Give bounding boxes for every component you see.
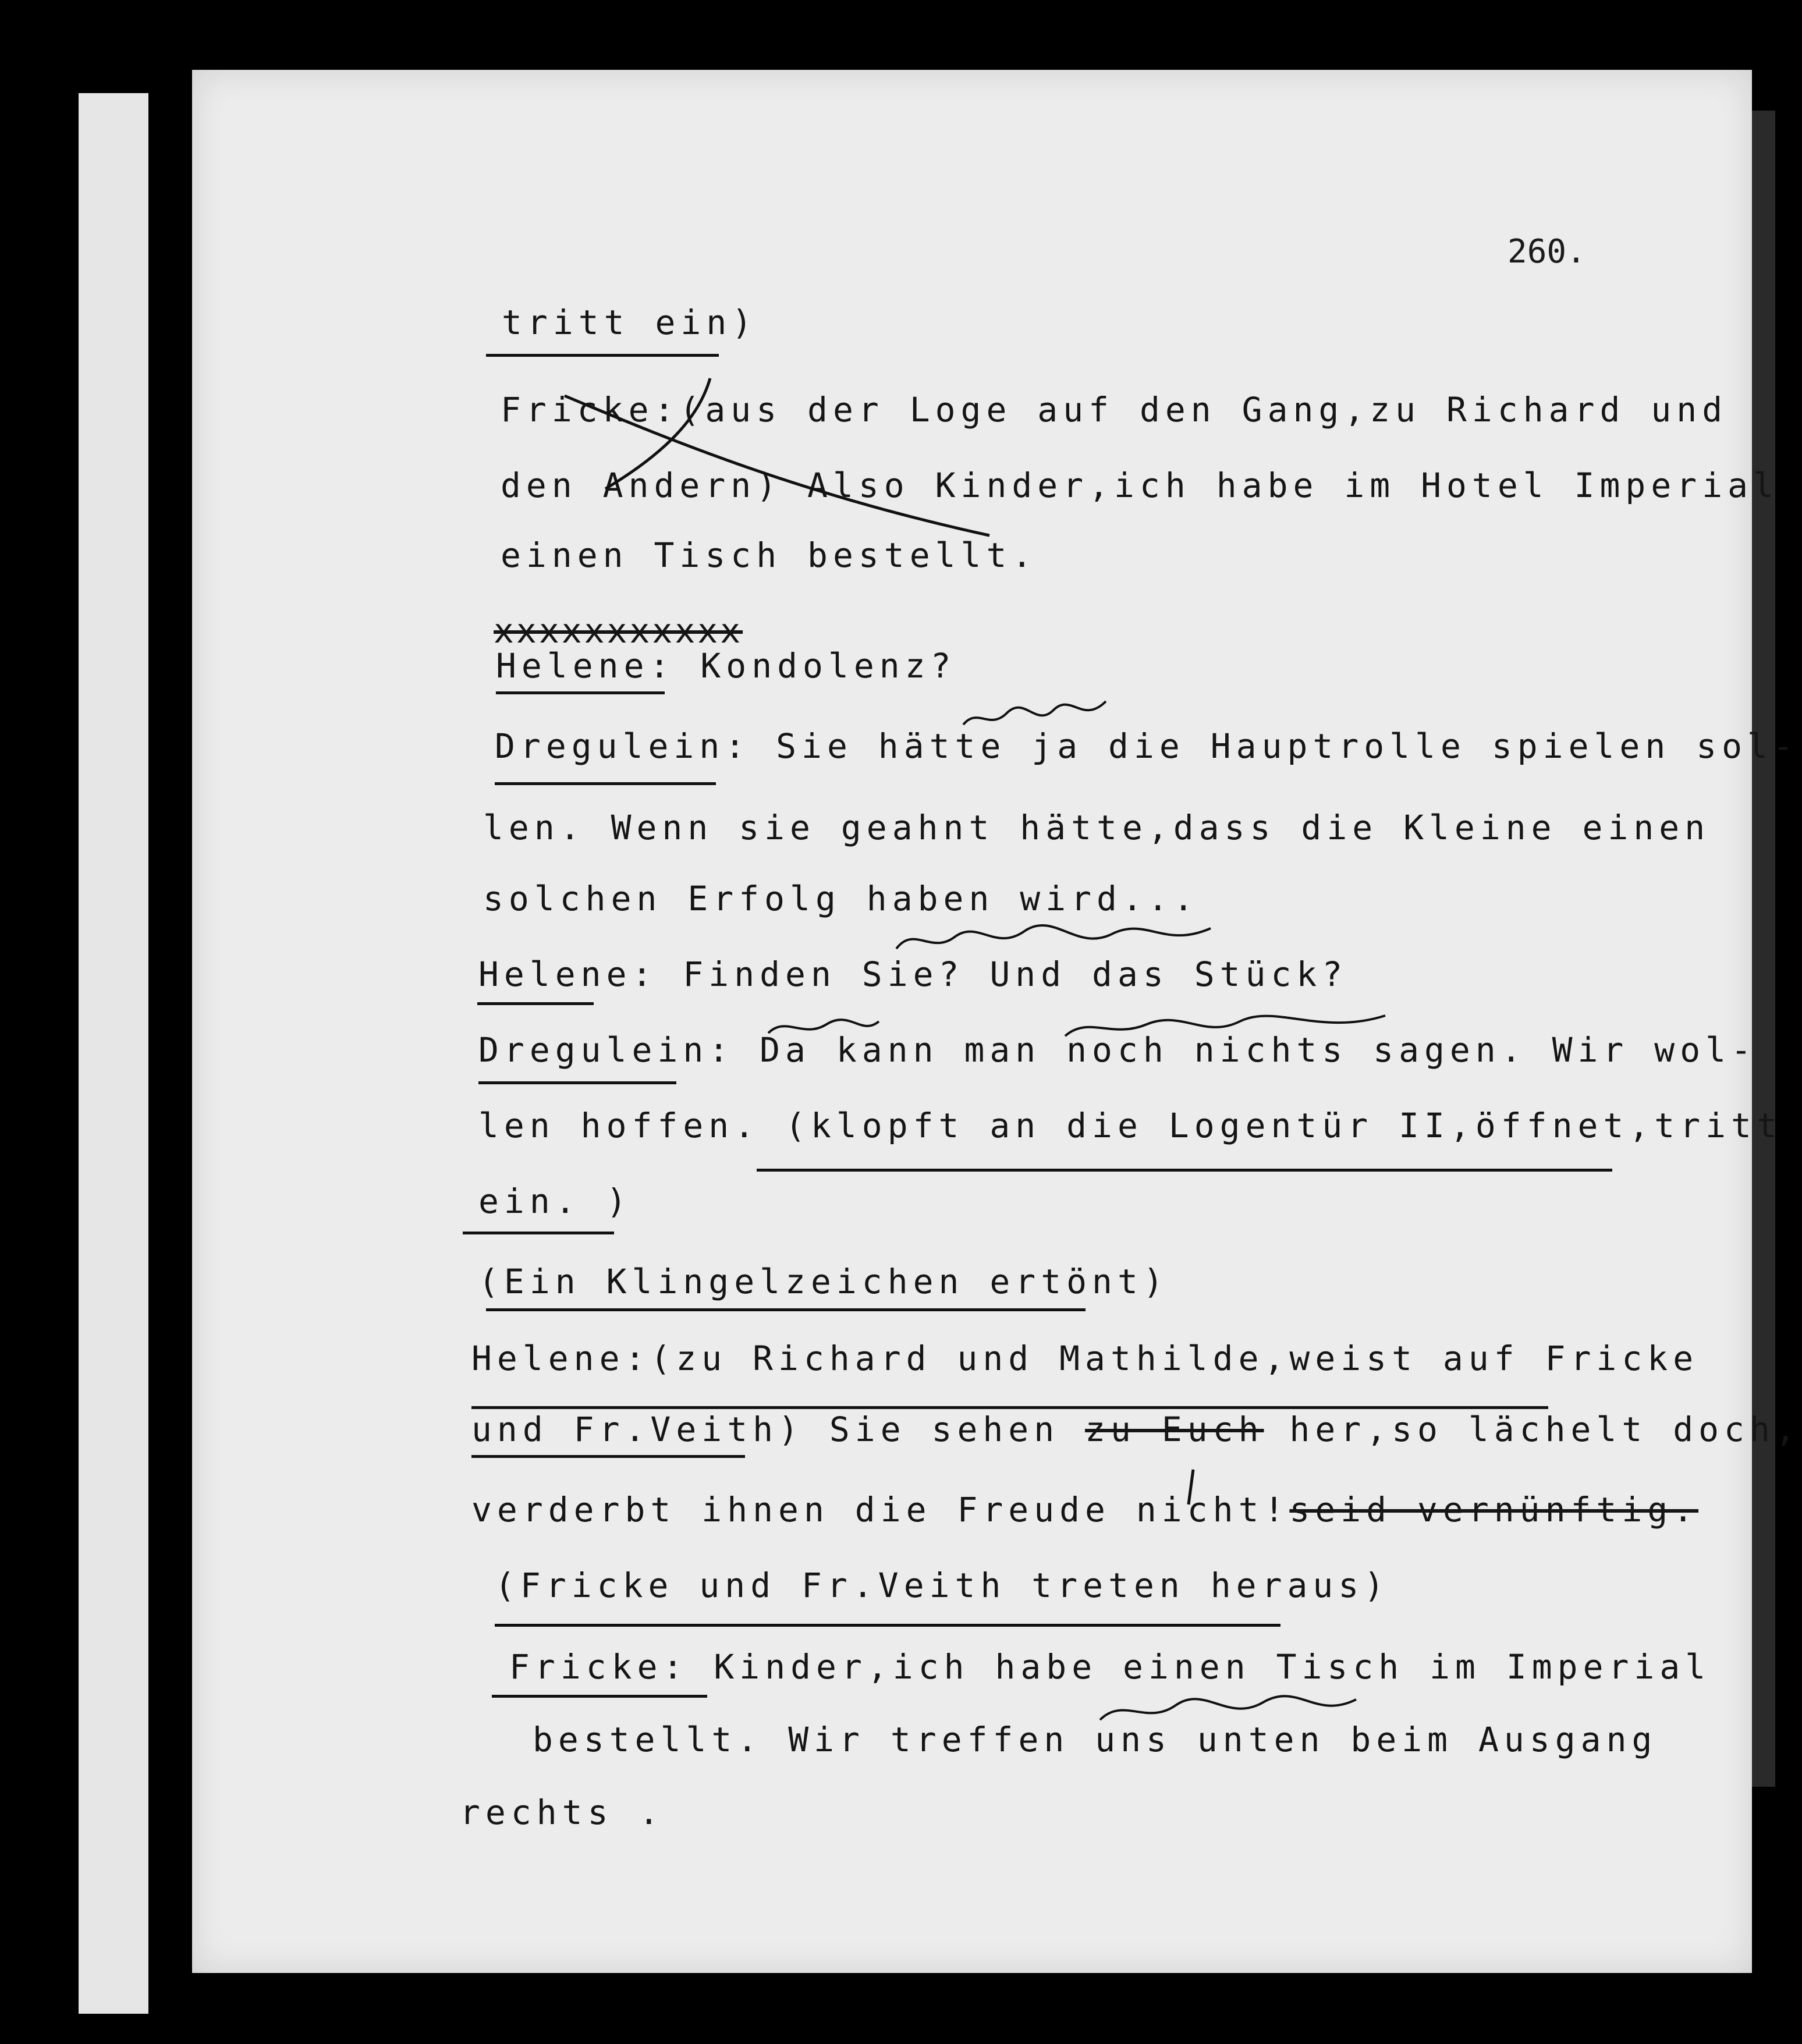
dialogue-line: len hoffen. (klopft an die Logentür II,öffnet,tritt: [478, 1106, 1782, 1145]
underline: [463, 1232, 614, 1234]
dialogue-line: verderbt ihnen die Freude nicht!seid vernünftig.: [471, 1490, 1699, 1530]
dialogue-line: Helene: Kondolenz?: [496, 646, 956, 686]
handwritten-annotation: [1094, 1688, 1362, 1734]
underline: [496, 691, 665, 694]
handwritten-annotation: [960, 695, 1112, 736]
crossed-out-mark: [559, 372, 1001, 547]
dialogue-line: Dregulein: Da kann man noch nichts sagen. Wir wol-: [478, 1030, 1757, 1070]
underline: [486, 1308, 1086, 1311]
struck-out-text: xxxxxxxxxxx: [494, 611, 743, 651]
dialogue-line: Dregulein: Sie hätte ja die Hauptrolle spielen sol-: [495, 726, 1799, 766]
stage-direction: (Ein Klingelzeichen ertönt): [478, 1262, 1169, 1301]
handwritten-annotation: [891, 920, 1216, 960]
struck-out-text: zu Euch: [1085, 1410, 1264, 1449]
underline: [471, 1455, 745, 1458]
stage-direction: tritt ein): [502, 303, 758, 342]
dialogue-line: Fricke: Kinder,ich habe einen Tisch im Imperial: [509, 1647, 1711, 1687]
dialogue-line: bestellt. Wir treffen uns unten beim Ausgang: [533, 1720, 1658, 1759]
underline: [757, 1169, 1612, 1172]
dialogue-line: Fricke:(aus der Loge auf den Gang,zu Richard und: [501, 390, 1728, 430]
dialogue-line: rechts .: [460, 1793, 665, 1832]
dialogue-line: einen Tisch bestellt.: [501, 535, 1038, 575]
page-number: 260.: [1507, 233, 1586, 271]
underline: [478, 1081, 676, 1084]
dialogue-line: den Andern) Also Kinder,ich habe im Hotel Imperial: [501, 466, 1779, 505]
handwritten-mark: [1176, 1467, 1211, 1519]
handwritten-annotation: [762, 1007, 1391, 1048]
stage-direction: (Fricke und Fr.Veith treten heraus): [495, 1566, 1390, 1605]
dialogue-line: Helene: Finden Sie? Und das Stück?: [478, 954, 1348, 994]
underline: [495, 1624, 1280, 1627]
dialogue-line: len. Wenn sie geahnt hätte,dass die Kleine einen: [483, 808, 1711, 847]
dialogue-line: und Fr.Veith) Sie sehen zu Euch her,so lächelt doch,: [471, 1410, 1801, 1449]
dialogue-line: solchen Erfolg haben wird...: [483, 879, 1199, 918]
dialogue-line: Helene:(zu Richard und Mathilde,weist auf Fricke: [471, 1339, 1699, 1378]
struck-out-text: seid vernünftig.: [1289, 1490, 1699, 1530]
underline: [492, 1695, 707, 1698]
adjacent-page-edge: [79, 93, 148, 2014]
underline: [471, 1406, 1548, 1409]
dialogue-line: ein. ): [478, 1181, 632, 1221]
underline: [486, 354, 719, 357]
underline: [477, 1002, 594, 1005]
underline: [495, 782, 716, 785]
